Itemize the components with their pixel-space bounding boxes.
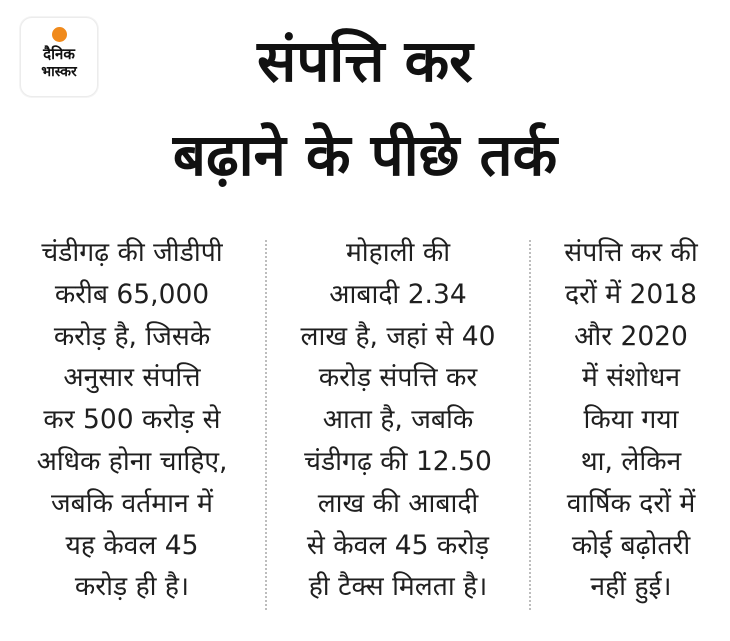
column-line: दरों में 2018 <box>565 278 697 310</box>
column-line: आबादी 2.34 <box>329 278 467 310</box>
column-line: मोहाली की <box>345 237 451 268</box>
column-line: आता है, जबकि <box>322 404 474 436</box>
column-line: करोड़ है, जिसके <box>53 320 211 352</box>
column-line: ही टैक्स मिलता है। <box>308 571 488 603</box>
logo-text-line1: दैनिक <box>43 45 75 63</box>
column-line: और 2020 <box>574 320 688 352</box>
column-line: कर 500 करोड़ से <box>43 404 221 436</box>
column-gdp <box>8 232 256 608</box>
column-line: करोड़ संपत्ति कर <box>318 362 478 394</box>
column-line: नहीं हुई। <box>590 571 672 603</box>
headline-line2: बढ़ाने के पीछे तर्क <box>172 121 558 189</box>
column-line: में संशोधन <box>581 362 681 394</box>
column-line: करोड़ ही है। <box>74 571 190 603</box>
column-line: करीब 65,000 <box>54 278 210 310</box>
column-line: चंडीगढ़ की 12.50 <box>304 445 492 477</box>
column-line: अनुसार संपत्ति <box>63 362 201 394</box>
column-line: किया गया <box>583 404 679 436</box>
column-line: अधिक होना चाहिए, <box>36 445 228 477</box>
headline-line1: संपत्ति कर <box>257 27 473 95</box>
column-mohali <box>276 232 520 608</box>
column-line: से केवल 45 करोड़ <box>306 529 490 561</box>
column-divider <box>265 240 267 610</box>
column-line: कोई बढ़ोतरी <box>571 529 691 561</box>
column-rates <box>540 232 722 608</box>
logo-text-line2: भास्कर <box>41 64 77 80</box>
column-line: चंडीगढ़ की जीडीपी <box>41 237 223 268</box>
column-line: यह केवल 45 <box>65 529 199 561</box>
column-divider <box>529 240 531 610</box>
column-line: था, लेकिन <box>580 445 682 477</box>
column-line: जबकि वर्तमान में <box>51 487 213 519</box>
column-line: लाख की आबादी <box>317 487 479 519</box>
column-line: लाख है, जहां से 40 <box>300 320 496 352</box>
column-line: संपत्ति कर की <box>564 237 698 268</box>
column-line: वार्षिक दरों में <box>566 487 696 519</box>
info-columns <box>0 232 730 612</box>
